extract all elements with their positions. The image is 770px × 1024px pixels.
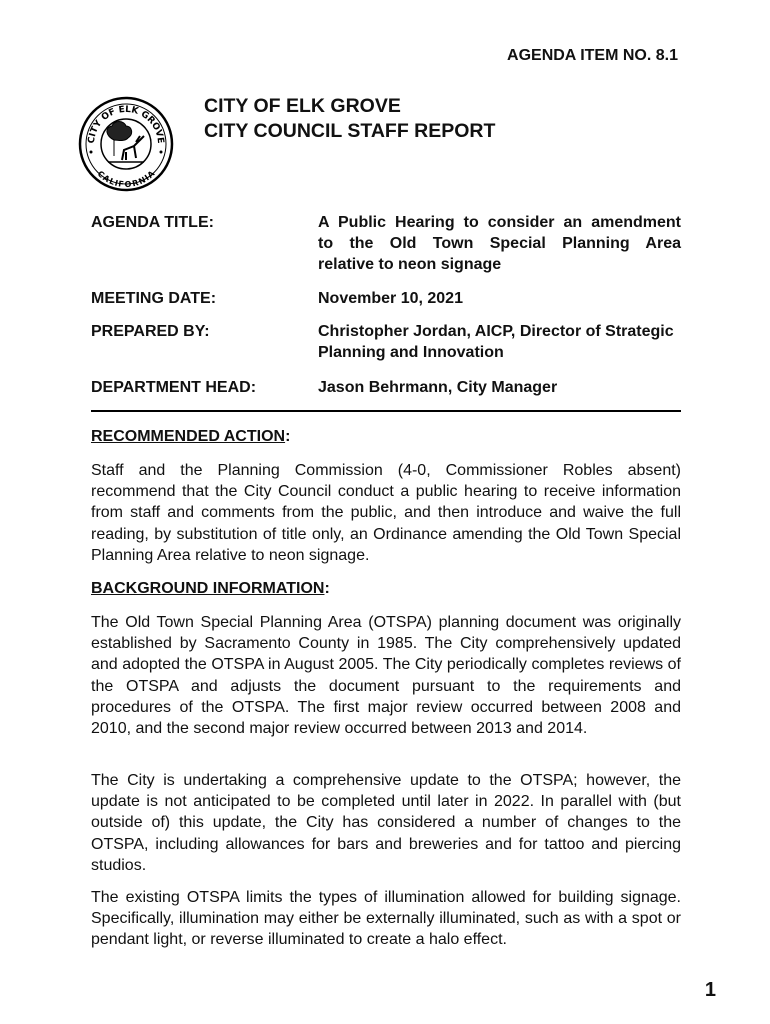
seal-bottom-text: CALIFORNIA	[95, 169, 157, 190]
background-paragraph-1: The Old Town Special Planning Area (OTSPA) planning document was originally established by Sacramento County in 1985. The City comprehensively updated and adopted the OTSPA in August 2005. The City periodically completes reviews of the OTSPA and adjusts the document pursuant to the requirements and procedures of the OTSPA. The first major review occurred between 2008 and 2010, and the second major review occurred between 2013 and 2014.	[91, 614, 681, 738]
department-head-row	[91, 377, 681, 399]
meeting-date-row	[91, 288, 681, 310]
background-heading-text: BACKGROUND INFORMATION	[91, 580, 325, 597]
department-head-label: DEPARTMENT HEAD:	[91, 379, 257, 396]
prepared-by-row	[91, 321, 681, 365]
agenda-title-line: to the Old Town Special Planning Area	[318, 235, 681, 252]
agenda-title-row	[91, 212, 681, 276]
agenda-item-number: AGENDA ITEM NO. 8.1	[507, 47, 678, 64]
section-divider	[91, 410, 681, 412]
background-heading: BACKGROUND INFORMATION:	[91, 580, 330, 597]
title-line-report: CITY COUNCIL STAFF REPORT	[204, 120, 496, 142]
department-head-value: Jason Behrmann, City Manager	[318, 379, 558, 396]
meeting-date-value: November 10, 2021	[318, 290, 463, 307]
background-paragraph-2: The City is undertaking a comprehensive update to the OTSPA; however, the update is not anticipated to be completed until later in 2022. In parallel with (but outside of) this update, the City has considered a number of changes to the OTSPA, including allowances for bars and breweries and for tattoo and piercing studios.	[91, 772, 681, 874]
recommended-action-heading-text: RECOMMENDED ACTION	[91, 428, 286, 445]
recommended-action-heading: RECOMMENDED ACTION:	[91, 428, 291, 445]
prepared-by-line: Christopher Jordan, AICP, Director of Strategic	[318, 323, 674, 340]
city-seal-logo	[78, 96, 174, 192]
page-number: 1	[704, 979, 716, 1001]
title-line-city: CITY OF ELK GROVE	[204, 95, 401, 117]
agenda-title-line: relative to neon signage	[318, 256, 502, 273]
recommended-action-text: Staff and the Planning Commission (4-0, Commissioner Robles absent) recommend that the City Council conduct a public hearing to receive information from staff and comments from the public, and then introduce and waive the full reading, by substitution of title only, an Ordinance amending the Old Town Special Planning Area relative to neon signage.	[91, 462, 681, 564]
agenda-title-value	[318, 212, 681, 275]
prepared-by-value	[318, 321, 688, 363]
seal-top-text: CITY OF ELK GROVE	[86, 104, 166, 145]
meeting-date-label: MEETING DATE:	[91, 290, 217, 307]
agenda-title-label: AGENDA TITLE:	[91, 214, 214, 231]
prepared-by-line: Planning and Innovation	[318, 344, 504, 361]
prepared-by-label: PREPARED BY:	[91, 323, 210, 340]
background-paragraph-3: The existing OTSPA limits the types of illumination allowed for building signage. Specifically, illumination may either be externally illuminated, such as with a spot or pendant light, or reverse illuminated to create a halo effect.	[91, 889, 681, 949]
agenda-title-line: A Public Hearing to consider an amendment	[318, 214, 681, 231]
report-title	[204, 94, 495, 144]
